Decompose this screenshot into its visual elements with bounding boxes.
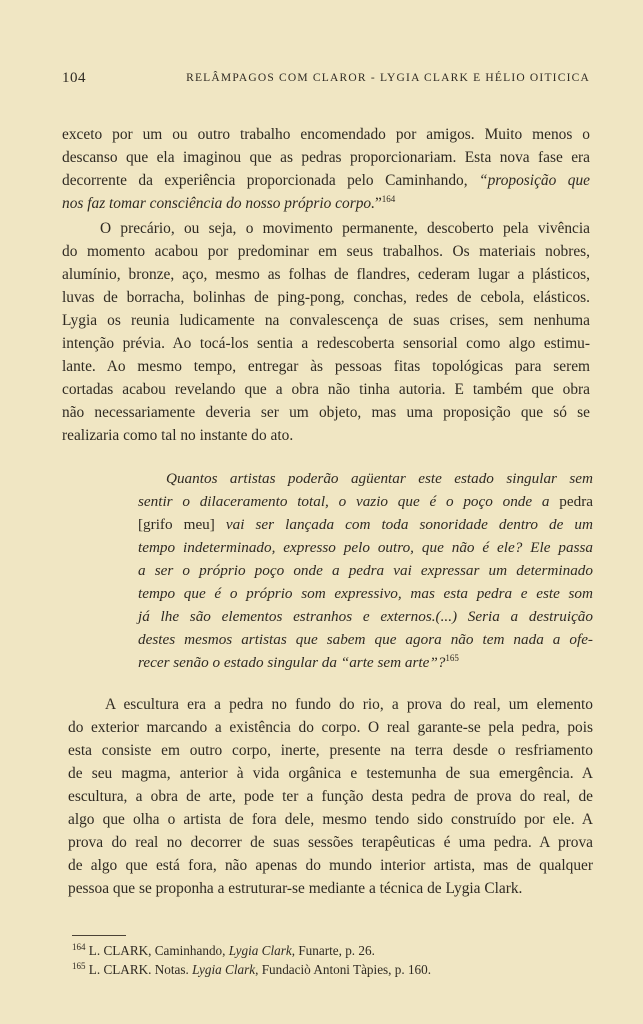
text-line: escultura, a obra de arte, pode ter a função desta pedra de prova do real, de	[68, 788, 593, 805]
text-line: nos faz tomar consciência do nosso próprio corpo.”$^{164}$	[62, 194, 396, 212]
page-number: 104	[62, 70, 86, 86]
page-header	[62, 70, 590, 90]
quote-line: Quantos artistas poderão agüentar este estado singular sem	[166, 470, 593, 487]
text-line: descanso que ela imaginou que as pedras proporcionariam. Esta nova fase era	[62, 149, 590, 166]
text-line: não necessariamente deveria ser um objeto, mas uma proposição que só se	[62, 404, 590, 421]
footnote: $^{165}$ L. CLARK. Notas. Lygia Clark, Fundaciò Antoni Tàpies, p. 160.	[72, 961, 432, 977]
text-line: de seu magma, anterior à vida orgânica e testemunha de sua emergência. A	[68, 765, 593, 782]
text-line: lante. Ao mesmo tempo, entregar às pessoas fitas topológicas para serem	[62, 358, 590, 375]
text-line: exceto por um ou outro trabalho encomendado por amigos. Muito menos o	[62, 126, 590, 143]
text-line: A escultura era a pedra no fundo do rio, a prova do real, um elemento	[105, 696, 593, 713]
text-line: prova do real no decorrer de suas sessões terapêuticas é uma pedra. A prova	[68, 834, 593, 851]
text-line: do momento acabou por predominar em seus trabalhos. Os materiais nobres,	[62, 243, 590, 260]
quote-line: já lhe são elementos estranhos e externos.(...) Seria a destruição	[138, 608, 593, 625]
text-line: esta consiste em outro corpo, inerte, presente na terra desde o resfriamento	[68, 742, 593, 759]
quote-line: a ser o próprio poço onde a pedra vai expressar um determinado	[138, 562, 593, 579]
text-line: decorrente da experiência proporcionada pelo Caminhando, “proposição que	[62, 172, 590, 189]
footnote-number: 164	[72, 942, 86, 952]
running-head: RELÂMPAGOS COM CLAROR - LYGIA CLARK E HÉLIO OITICICA	[186, 72, 590, 84]
quote-line: sentir o dilaceramento total, o vazio que é o poço onde a pedra	[138, 493, 593, 510]
text-line: cortadas acabou revelando que a obra não tinha autoria. E também que obra	[62, 381, 590, 398]
footnote-divider	[72, 935, 126, 936]
quote-line: tempo que é o próprio som expressivo, mas esta pedra e este som	[138, 585, 593, 602]
footnote-number: 165	[72, 961, 86, 971]
quote-line: destes mesmos artistas que sabem que agora não tem nada a ofe-	[138, 631, 593, 648]
footnote: $^{164}$ L. CLARK, Caminhando, Lygia Clark, Funarte, p. 26.	[72, 942, 375, 958]
text-line: intenção prévia. Ao tocá-los sentia a redescoberta sensorial como algo estimu-	[62, 335, 590, 352]
text-line: do exterior marcando a existência do corpo. O real garante-se pela pedra, pois	[68, 719, 593, 736]
footnote-reference: 165	[445, 653, 459, 663]
quote-line: tempo indeterminado, expresso pelo outro, que não é ele? Ele passa	[138, 539, 593, 556]
text-line: realizaria como tal no instante do ato.	[62, 427, 294, 444]
text-line: O precário, ou seja, o movimento permanente, descoberto pela vivência	[100, 220, 590, 237]
text-line: Lygia os reunia ludicamente na convalescença de suas crises, sem nenhuma	[62, 312, 590, 329]
footnote-reference: 164	[381, 194, 396, 204]
text-line: algo que olha o artista de fora dele, mesmo tendo sido construído por ele. A	[68, 811, 593, 828]
text-line: de algo que está fora, não apenas do mundo interior artista, mas de qualquer	[68, 857, 593, 874]
quote-line: [grifo meu] vai ser lançada com toda sonoridade dentro de um	[138, 516, 593, 533]
quote-line: recer senão o estado singular da “arte sem arte”?$^{165}$	[138, 653, 459, 671]
text-line: luvas de borracha, bolinhas de ping-pong, conchas, redes de cebola, elásticos.	[62, 289, 590, 306]
text-line: alumínio, bronze, aço, mesmo as folhas de flandres, cederam lugar a plásticos,	[62, 266, 590, 283]
text-line: pessoa que se proponha a estruturar-se mediante a técnica de Lygia Clark.	[68, 880, 523, 897]
